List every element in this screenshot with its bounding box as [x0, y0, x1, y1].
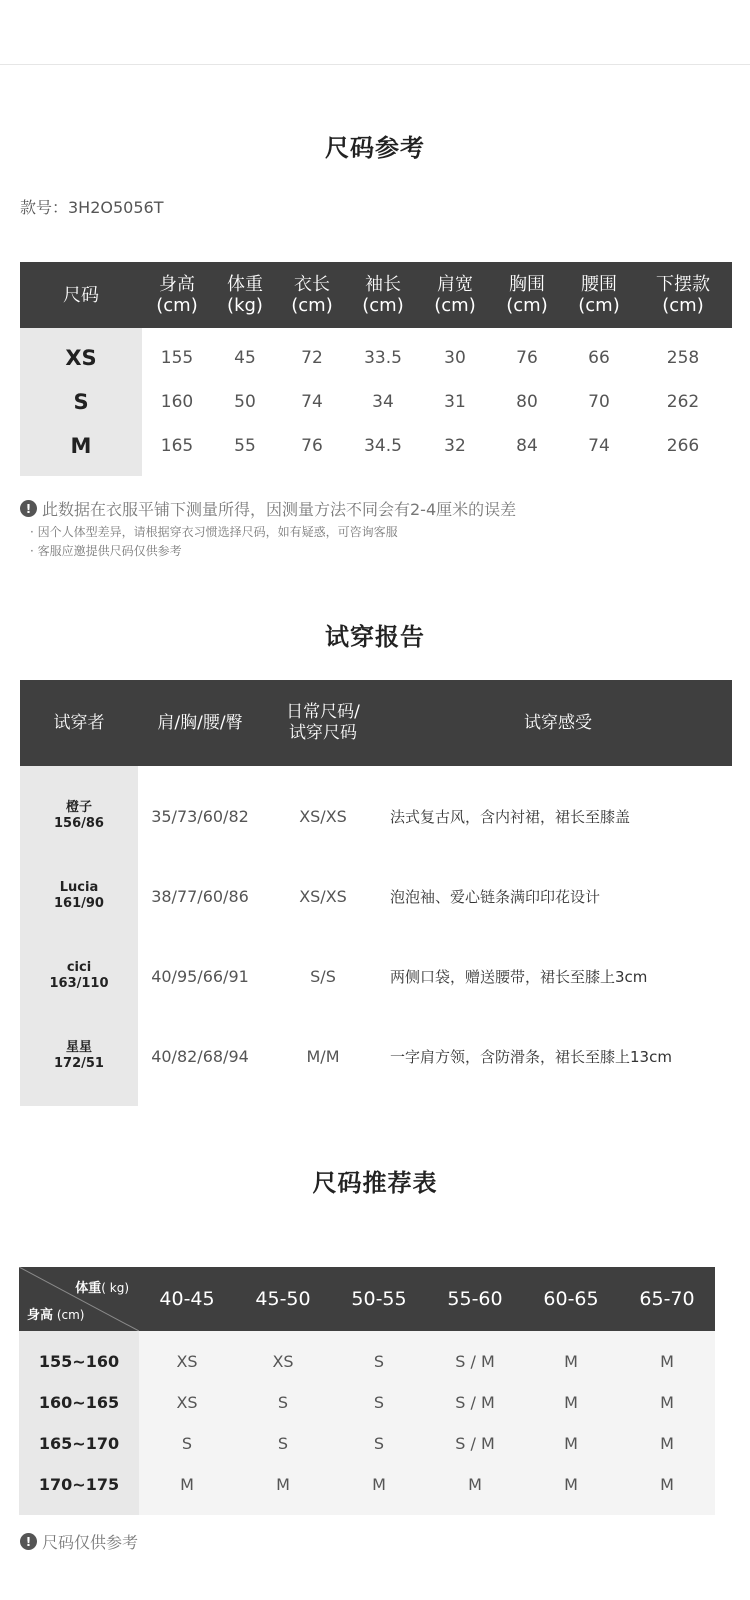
recommend-grid: [139, 1331, 715, 1515]
try-on-table-body: [20, 766, 732, 1106]
recommended-size-cell: S / M: [455, 1434, 495, 1453]
recommended-size-cell: M: [564, 1434, 578, 1453]
recommended-size-cell: S / M: [455, 1393, 495, 1412]
tester-feedback: 法式复古风，含内衬裙，裙长至膝盖: [390, 807, 631, 826]
recommended-size-cell: M: [180, 1475, 194, 1494]
recommended-size-cell: M: [564, 1352, 578, 1371]
size-value-cell: 80: [516, 392, 538, 412]
try-on-table: [20, 680, 732, 1106]
size-table: [20, 262, 732, 476]
weight-range-header: 65-70: [639, 1288, 695, 1310]
size-value-cell: 45: [234, 348, 256, 368]
size-table-header-cell: 袖长 (cm): [362, 274, 404, 316]
size-label: S: [73, 390, 89, 414]
size-table-header-cell: 腰围 (cm): [578, 274, 620, 316]
recommend-corner-cell: [19, 1267, 139, 1331]
tester-sizes: S/S: [310, 966, 336, 986]
size-value-cell: 160: [160, 392, 194, 412]
recommended-size-cell: M: [660, 1393, 674, 1412]
size-value-cell: 30: [444, 348, 466, 368]
size-value-cell: 74: [301, 392, 323, 412]
try-on-row: [20, 936, 732, 1016]
measurement-note: [20, 497, 516, 520]
tester-measurements: 35/73/60/82: [151, 806, 249, 826]
style-number: 款号：3H2O5056T: [20, 198, 164, 217]
top-divider: [0, 64, 750, 65]
recommended-size-cell: S: [373, 1352, 385, 1371]
tester-feedback: 两侧口袋，赠送腰带，裙长至膝上3cm: [390, 967, 648, 986]
size-value-cell: 34.5: [364, 436, 402, 456]
recommend-row: [139, 1341, 715, 1382]
size-label-column: [20, 328, 142, 476]
size-table-header-cell: 体重 (kg): [227, 274, 263, 316]
exclamation-circle-icon: !: [20, 500, 37, 517]
height-label: 身高: [27, 1308, 54, 1323]
size-table-header-cell: 身高 (cm): [156, 274, 198, 316]
try-on-header-cell: 肩/胸/腰/臀: [157, 712, 243, 733]
recommended-size-cell: M: [660, 1434, 674, 1453]
recommended-size-cell: XS: [176, 1393, 198, 1412]
size-value-cell: 31: [444, 392, 466, 412]
body-type-note: · 因个人体型差异，请根据穿衣习惯选择尺码，如有疑惑，可咨询客服: [30, 525, 398, 539]
size-recommend-title: 尺码推荐表: [312, 1169, 438, 1197]
size-value-column: [212, 328, 278, 476]
tester-sizes: M/M: [306, 1046, 340, 1066]
recommended-size-cell: XS: [176, 1352, 198, 1371]
height-row-labels: [19, 1331, 139, 1515]
service-note: · 客服应邀提供尺码仅供参考: [30, 544, 182, 558]
size-value-column: [490, 328, 564, 476]
height-range-label: 165~170: [38, 1434, 120, 1453]
tester-measurements: 40/82/68/94: [151, 1046, 249, 1066]
recommended-size-cell: M: [660, 1352, 674, 1371]
try-on-row: [20, 1016, 732, 1096]
size-table-header-cell: 衣长 (cm): [291, 274, 333, 316]
recommended-size-cell: M: [276, 1475, 290, 1494]
size-table-header-cell: 肩宽 (cm): [434, 274, 476, 316]
tester-name-cell: [20, 880, 138, 912]
recommended-size-cell: XS: [272, 1352, 294, 1371]
size-value-cell: 33.5: [364, 348, 402, 368]
height-unit: (cm): [53, 1308, 85, 1322]
tester-name: cici: [66, 960, 92, 975]
try-on-table-header: [20, 680, 732, 766]
size-value-cell: 74: [588, 436, 610, 456]
size-label: XS: [65, 346, 97, 370]
recommended-size-cell: M: [564, 1393, 578, 1412]
size-value-column: [634, 328, 732, 476]
size-value-column: [564, 328, 634, 476]
size-table-header: [20, 262, 732, 328]
recommended-size-cell: S: [373, 1434, 385, 1453]
size-value-cell: 76: [516, 348, 538, 368]
size-table-header-cell: 下摆款 (cm): [656, 274, 710, 316]
tester-name: 橙子: [65, 800, 92, 815]
size-value-cell: 266: [666, 436, 700, 456]
size-value-column: [278, 328, 346, 476]
size-table-header-cell: 胸围 (cm): [506, 274, 548, 316]
tester-name-cell: [20, 800, 138, 832]
size-value-column: [142, 328, 212, 476]
size-value-column: [420, 328, 490, 476]
try-on-row: [20, 856, 732, 936]
size-value-cell: 70: [588, 392, 610, 412]
recommend-row: [139, 1423, 715, 1464]
tester-name-cell: [20, 1040, 138, 1072]
size-value-column: [346, 328, 420, 476]
weight-range-header: 55-60: [447, 1288, 503, 1310]
tester-body-stats: 163/110: [49, 976, 109, 991]
try-on-header-cell: 试穿者: [53, 712, 105, 733]
recommended-size-cell: M: [660, 1475, 674, 1494]
recommended-size-cell: M: [372, 1475, 386, 1494]
height-range-label: 170~175: [38, 1475, 120, 1494]
weight-range-header: 40-45: [159, 1288, 215, 1310]
tester-body-stats: 172/51: [54, 1056, 104, 1071]
recommended-size-cell: S: [277, 1434, 289, 1453]
tester-sizes: XS/XS: [299, 886, 347, 906]
weight-range-header: 50-55: [351, 1288, 407, 1310]
tester-name: 星星: [65, 1040, 92, 1055]
size-value-cell: 76: [301, 436, 323, 456]
size-value-cell: 34: [372, 392, 394, 412]
recommend-table-header: [19, 1267, 715, 1331]
reference-only-text: 尺码仅供参考: [42, 1533, 139, 1552]
recommend-row: [139, 1464, 715, 1505]
size-reference-title: 尺码参考: [325, 134, 425, 162]
tester-measurements: 38/77/60/86: [151, 886, 249, 906]
tester-name-cell: [20, 960, 138, 992]
recommended-size-cell: M: [468, 1475, 482, 1494]
size-recommend-table: [19, 1267, 715, 1515]
measurement-note-text: 此数据在衣服平铺下测量所得，因测量方法不同会有2-4厘米的误差: [42, 500, 517, 519]
weight-label: 体重: [75, 1281, 102, 1296]
size-value-cell: 66: [588, 348, 610, 368]
height-axis-label: [27, 1304, 84, 1323]
recommend-table-body: [19, 1331, 715, 1515]
tester-sizes: XS/XS: [299, 806, 347, 826]
size-label: M: [70, 434, 92, 458]
weight-range-header: 45-50: [255, 1288, 311, 1310]
recommend-row: [139, 1382, 715, 1423]
weight-unit: ( kg): [101, 1281, 129, 1295]
size-table-header-cell: 尺码: [63, 284, 99, 306]
size-value-cell: 262: [666, 392, 700, 412]
try-on-row: [20, 776, 732, 856]
tester-body-stats: 156/86: [54, 816, 104, 831]
try-on-header-cell: 日常尺码/ 试穿尺码: [286, 702, 360, 743]
reference-only-note: [20, 1530, 138, 1553]
tester-body-stats: 161/90: [54, 896, 104, 911]
weight-axis-label: [75, 1277, 129, 1296]
recommended-size-cell: M: [564, 1475, 578, 1494]
size-value-cell: 165: [160, 436, 194, 456]
size-value-cell: 32: [444, 436, 466, 456]
recommended-size-cell: S: [181, 1434, 193, 1453]
size-table-body: [20, 328, 732, 476]
tester-name: Lucia: [59, 880, 99, 895]
size-value-cell: 84: [516, 436, 538, 456]
try-on-header-cell: 试穿感受: [524, 712, 592, 733]
exclamation-circle-icon: !: [20, 1533, 37, 1550]
weight-range-header: 60-65: [543, 1288, 599, 1310]
recommended-size-cell: S: [373, 1393, 385, 1412]
tester-feedback: 一字肩方领，含防滑条，裙长至膝上13cm: [390, 1047, 672, 1066]
height-range-label: 160~165: [38, 1393, 120, 1412]
size-value-cell: 50: [234, 392, 256, 412]
size-value-cell: 258: [666, 348, 700, 368]
recommended-size-cell: S / M: [455, 1352, 495, 1371]
height-range-label: 155~160: [38, 1352, 120, 1371]
try-on-report-title: 试穿报告: [325, 623, 425, 651]
tester-feedback: 泡泡袖、爱心链条满印印花设计: [390, 887, 601, 906]
size-value-cell: 72: [301, 348, 323, 368]
tester-measurements: 40/95/66/91: [151, 966, 249, 986]
recommended-size-cell: S: [277, 1393, 289, 1412]
size-value-cell: 55: [234, 436, 256, 456]
size-value-cell: 155: [160, 348, 194, 368]
